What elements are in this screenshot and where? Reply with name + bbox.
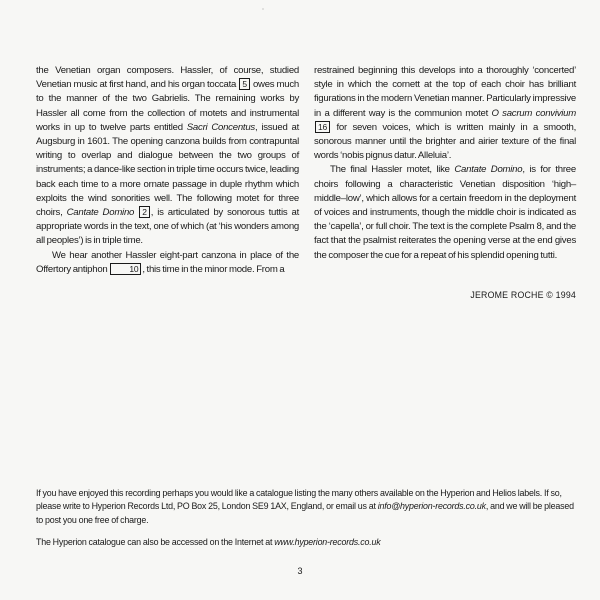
track-number-box: 16 <box>315 121 330 133</box>
right-paragraph-2: The final Hassler motet, like Cantate Domino, is for three choirs following a characteristic Venetian disposition ‘high–middle–low’, which allows for a certain freedom in the deployment of voices and instruments, though the middle choir is indicated as the ‘capella’, or full choir. The text is the complete Psalm 8, and the fact that the psalmist reiterates the opening verse at the end gives the composer the cue for a repeat of his splendid opening tutti. <box>314 164 576 261</box>
work-title: Sacri Concentus <box>186 121 255 133</box>
footer-paragraph-2: The Hyperion catalogue can also be accessed on the Internet at www.hyperion-records.co.uk <box>36 537 381 548</box>
left-column <box>36 64 299 277</box>
left-paragraph-2: We hear another Hassler eight-part canzona in place of the Offertory antiphon 10 , this time in the minor mode. From a <box>36 249 299 275</box>
track-number-box: 10 <box>110 263 141 275</box>
track-number-box: 2 <box>139 206 149 218</box>
website-url: www.hyperion-records.co.uk <box>274 537 381 548</box>
right-column <box>314 64 576 263</box>
left-paragraph-1: the Venetian organ composers. Hassler, of course, studied Venetian music at first hand, and his organ toccata 5 owes much to the manner of the two Gabrielis. The remaining works by Hassler all come from the collection of motets and instrumental works in up to twelve parts entitled Sacri Concentus, issued at Augsburg in 1601. The opening canzona builds from contrapuntal writing to overlap and dialogue between the two groups of instruments; a dance-like section in triple time occurs twice, leading back each time to a more ornate passage in duple rhythm which exploits the wind sonorities well. The following motet for three choirs, Cantate Domino 2 , is articulated by sonorous tuttis at appropriate words in the text, one of which (at ‘his wonders among all peoples’) is in triple time. <box>36 65 299 247</box>
work-title: Cantate Domino <box>454 164 523 176</box>
paper-speck <box>262 8 264 10</box>
footer-paragraph-1: If you have enjoyed this recording perhaps you would like a catalogue listing the many others available on the Hyperion and Helios labels. If so, please write to Hyperion Records Ltd, PO Box 25, London SE9 1AX, England, or email us at info@hyperion-records.co.uk, and we will be pleased to post you one free of charge. <box>36 488 574 525</box>
work-title: O sacrum convivium <box>491 107 576 119</box>
catalogue-footer <box>36 487 576 550</box>
page-number: 3 <box>297 566 303 576</box>
track-number-box: 5 <box>239 78 249 90</box>
work-title: Cantate Domino <box>66 207 135 219</box>
email-address: info@hyperion-records.co.uk <box>377 501 486 512</box>
right-paragraph-1: restrained beginning this develops into a thoroughly ‘concerted’ style in which the cornett at the top of each choir has brilliant figurations in the modern Venetian manner. Particularly impressive in a different way is the communion motet O sacrum convivium 16 for seven voices, which is written mainly in a smooth, sonorous manner until the brighter and airier texture of the final words ‘nobis pignus datur. Alleluia’. <box>314 65 576 162</box>
author-signature: JEROME ROCHE © 1994 <box>470 290 576 300</box>
